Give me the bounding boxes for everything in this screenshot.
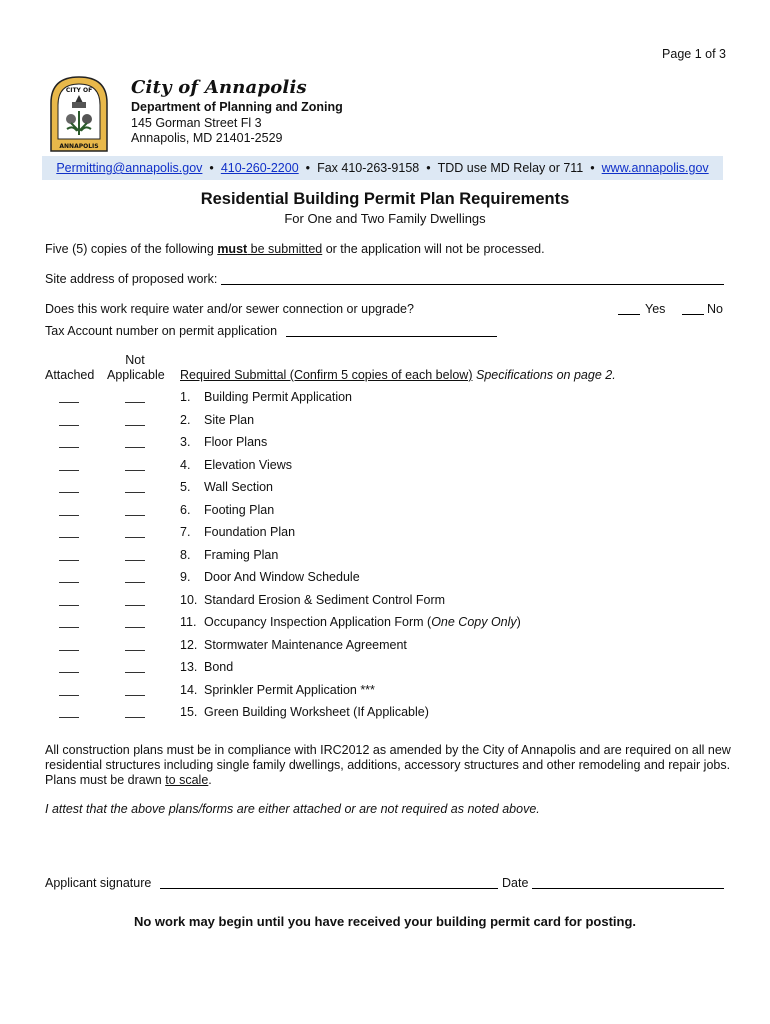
not-applicable-blank[interactable]	[125, 447, 145, 448]
not-applicable-blank[interactable]	[125, 537, 145, 538]
specifications-note: Specifications on page 2.	[475, 368, 616, 382]
attached-blank[interactable]	[59, 650, 79, 651]
item-number: 4.	[180, 457, 191, 472]
address-line-2: Annapolis, MD 21401-2529	[131, 131, 283, 145]
item-number: 14.	[180, 682, 198, 697]
item-label: Wall Section	[204, 480, 274, 494]
intro-text: Five (5) copies of the following must be submitted or the application will not be processed.	[45, 242, 545, 256]
attached-blank[interactable]	[59, 515, 79, 516]
city-name: City of Annapolis	[131, 77, 307, 98]
item-label: Footing Plan	[204, 502, 275, 517]
not-applicable-blank[interactable]	[125, 717, 145, 718]
item-number: 7.	[180, 525, 191, 539]
compliance-line-3: Plans must be drawn to scale.	[45, 773, 212, 787]
fax-number: Fax 410-263-9158	[317, 161, 420, 175]
item-number: 1.	[180, 390, 191, 404]
not-applicable-blank[interactable]	[125, 402, 145, 403]
no-label: No	[707, 302, 723, 316]
header-not: Not	[125, 353, 145, 367]
item-label: Elevation Views	[204, 457, 293, 472]
item-label: Stormwater Maintenance Agreement	[204, 637, 407, 652]
item-number: 6.	[180, 502, 191, 517]
not-applicable-blank[interactable]	[125, 515, 145, 516]
city-seal-logo	[47, 73, 111, 155]
not-applicable-blank[interactable]	[125, 425, 145, 426]
tax-account-field[interactable]	[286, 336, 497, 337]
date-field[interactable]	[532, 888, 724, 889]
phone-link[interactable]: 410-260-2200	[220, 161, 299, 175]
not-applicable-blank[interactable]	[125, 605, 145, 606]
signature-field[interactable]	[160, 888, 498, 889]
compliance-line-2: residential structures including single family dwellings, additions, accessory structures and other remodeling and repair jobs.	[45, 758, 731, 772]
item-number: 5.	[180, 480, 191, 494]
attestation-text: I attest that the above plans/forms are either attached or are not required as noted above.	[45, 802, 540, 816]
separator: •	[590, 161, 595, 175]
site-address-field[interactable]	[221, 284, 724, 285]
attached-blank[interactable]	[59, 537, 79, 538]
item-label: Standard Erosion & Sediment Control Form	[204, 592, 446, 607]
not-applicable-blank[interactable]	[125, 695, 145, 696]
site-address-label: Site address of proposed work:	[45, 272, 218, 286]
address-line-1: 145 Gorman Street Fl 3	[131, 116, 262, 130]
item-number: 3.	[180, 435, 191, 449]
final-notice: No work may begin until you have received your building permit card for posting.	[133, 914, 637, 929]
page-number: Page 1 of 3	[662, 47, 726, 61]
item-label: Green Building Worksheet (If Applicable)	[204, 705, 429, 719]
document-title: Residential Building Permit Plan Requirements	[200, 190, 570, 208]
separator: •	[426, 161, 431, 175]
compliance-paragraph	[45, 743, 735, 788]
department-name: Department of Planning and Zoning	[131, 100, 343, 114]
yes-label: Yes	[645, 302, 666, 316]
attached-blank[interactable]	[59, 492, 79, 493]
item-label: Foundation Plan	[204, 525, 296, 539]
item-label: Bond	[204, 660, 234, 674]
item-label: Framing Plan	[204, 547, 279, 562]
not-applicable-blank[interactable]	[125, 470, 145, 471]
attached-blank[interactable]	[59, 560, 79, 561]
not-applicable-blank[interactable]	[125, 650, 145, 651]
attached-blank[interactable]	[59, 605, 79, 606]
item-label: Site Plan	[204, 412, 255, 427]
no-blank[interactable]	[682, 314, 704, 315]
must-emphasis: must	[217, 242, 248, 256]
document-subtitle: For One and Two Family Dwellings	[284, 211, 486, 226]
item-label: Sprinkler Permit Application ***	[204, 682, 375, 697]
header-attached: Attached	[45, 368, 95, 382]
item-number: 8.	[180, 547, 191, 562]
item-number: 10.	[180, 592, 198, 607]
attached-blank[interactable]	[59, 470, 79, 471]
item-label: Occupancy Inspection Application Form (One Copy Only)	[204, 615, 521, 629]
not-applicable-blank[interactable]	[125, 672, 145, 673]
seal-text-top: CITY OF	[65, 87, 93, 94]
website-link[interactable]: www.annapolis.gov	[601, 161, 709, 175]
seal-text-bottom: ANNAPOLIS	[59, 143, 99, 150]
attached-blank[interactable]	[59, 627, 79, 628]
attached-blank[interactable]	[59, 425, 79, 426]
attached-blank[interactable]	[59, 695, 79, 696]
attached-blank[interactable]	[59, 447, 79, 448]
item-number: 15.	[180, 705, 198, 719]
water-sewer-question: Does this work require water and/or sewer connection or upgrade?	[45, 302, 414, 316]
email-link[interactable]: Permitting@annapolis.gov	[56, 161, 203, 175]
header-applicable: Applicable	[107, 368, 165, 382]
attached-blank[interactable]	[59, 672, 79, 673]
contact-bar	[42, 156, 723, 180]
tax-account-label: Tax Account number on permit application	[45, 324, 278, 338]
item-number: 12.	[180, 637, 198, 652]
attached-blank[interactable]	[59, 717, 79, 718]
yes-blank[interactable]	[618, 314, 640, 315]
item-number: 11.	[180, 615, 197, 629]
not-applicable-blank[interactable]	[125, 492, 145, 493]
attached-blank[interactable]	[59, 582, 79, 583]
tdd-info: TDD use MD Relay or 711	[437, 161, 584, 175]
item-label: Building Permit Application	[204, 390, 352, 404]
signature-label: Applicant signature	[45, 876, 152, 890]
separator: •	[305, 161, 311, 175]
item-label: Door And Window Schedule	[204, 570, 360, 584]
item-number: 2.	[180, 412, 191, 427]
compliance-line-1: All construction plans must be in compliance with IRC2012 as amended by the City of Annapolis and are required on all new	[45, 743, 731, 757]
header-required-submittal: Required Submittal (Confirm 5 copies of each below) Specifications on page 2.	[180, 368, 616, 382]
not-applicable-blank[interactable]	[125, 627, 145, 628]
date-label: Date	[502, 876, 529, 890]
not-applicable-blank[interactable]	[125, 582, 145, 583]
item-label: Floor Plans	[204, 435, 268, 449]
separator: •	[209, 161, 214, 175]
not-applicable-blank[interactable]	[125, 560, 145, 561]
item-number: 9.	[180, 570, 191, 584]
attached-blank[interactable]	[59, 402, 79, 403]
item-number: 13.	[180, 660, 198, 674]
